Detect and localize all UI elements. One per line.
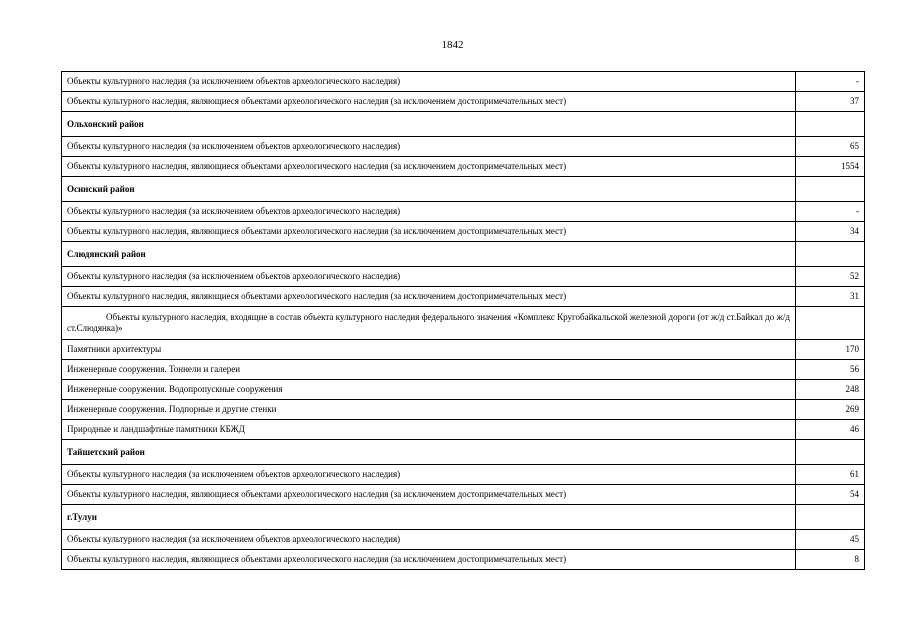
- district-heading-row: [62, 112, 865, 137]
- district-heading-row: [62, 505, 865, 530]
- table-row: [62, 400, 865, 420]
- table-row: [62, 157, 865, 177]
- table-row: [62, 202, 865, 222]
- row-value: -: [795, 202, 864, 222]
- row-label: Объекты культурного наследия (за исключением объектов археологического наследия): [62, 202, 796, 222]
- row-value: 46: [795, 420, 864, 440]
- table-row: [62, 92, 865, 112]
- row-value: [795, 242, 864, 267]
- row-value: [795, 307, 864, 340]
- row-label: Объекты культурного наследия, являющиеся объектами археологического наследия (за исключением достопримечательных мест): [62, 157, 796, 177]
- heritage-objects-table: [61, 71, 865, 570]
- table-row: [62, 465, 865, 485]
- district-heading-row: [62, 242, 865, 267]
- table-row: [62, 267, 865, 287]
- table-row: [62, 340, 865, 360]
- row-label: Инженерные сооружения. Подпорные и другие стенки: [62, 400, 796, 420]
- row-value: 52: [795, 267, 864, 287]
- row-label: Объекты культурного наследия (за исключением объектов археологического наследия): [62, 465, 796, 485]
- row-label: Объекты культурного наследия (за исключением объектов археологического наследия): [62, 267, 796, 287]
- row-value: [795, 505, 864, 530]
- table-row: [62, 420, 865, 440]
- row-value: [795, 112, 864, 137]
- row-value: 61: [795, 465, 864, 485]
- row-label: Инженерные сооружения. Водопропускные сооружения: [62, 380, 796, 400]
- row-label: Объекты культурного наследия (за исключением объектов археологического наследия): [62, 530, 796, 550]
- row-value: 45: [795, 530, 864, 550]
- federal-complex-row: [62, 307, 865, 340]
- row-value: [795, 440, 864, 465]
- row-value: 37: [795, 92, 864, 112]
- row-label: Объекты культурного наследия, являющиеся объектами археологического наследия (за исключением достопримечательных мест): [62, 287, 796, 307]
- row-label: Памятники архитектуры: [62, 340, 796, 360]
- row-value: 65: [795, 137, 864, 157]
- row-value: -: [795, 72, 864, 92]
- district-name: Тайшетский район: [62, 440, 796, 465]
- district-name: Ольхонский район: [62, 112, 796, 137]
- district-name: Слюдянский район: [62, 242, 796, 267]
- row-label: Объекты культурного наследия, являющиеся объектами археологического наследия (за исключением достопримечательных мест): [62, 222, 796, 242]
- district-heading-row: [62, 177, 865, 202]
- table-row: [62, 72, 865, 92]
- row-label: Объекты культурного наследия, являющиеся объектами археологического наследия (за исключением достопримечательных мест): [62, 92, 796, 112]
- row-value: 1554: [795, 157, 864, 177]
- table-row: [62, 137, 865, 157]
- row-value: [795, 177, 864, 202]
- table-row: [62, 222, 865, 242]
- district-name: г.Тулун: [62, 505, 796, 530]
- row-label: Объекты культурного наследия, являющиеся объектами археологического наследия (за исключением достопримечательных мест): [62, 550, 796, 570]
- row-value: 56: [795, 360, 864, 380]
- table-row: [62, 360, 865, 380]
- row-label: Инженерные сооружения. Тоннели и галереи: [62, 360, 796, 380]
- row-value: 269: [795, 400, 864, 420]
- table-row: [62, 287, 865, 307]
- row-label: Объекты культурного наследия, являющиеся объектами археологического наследия (за исключением достопримечательных мест): [62, 485, 796, 505]
- row-label: Объекты культурного наследия, входящие в состав объекта культурного наследия федерального значения «Комплекс Кругобайкальской железной дороги (от ж/д ст.Байкал до ж/д ст.Слюдянка)»: [62, 307, 796, 340]
- row-label: Объекты культурного наследия (за исключением объектов археологического наследия): [62, 72, 796, 92]
- row-value: 34: [795, 222, 864, 242]
- table-row: [62, 550, 865, 570]
- row-value: 54: [795, 485, 864, 505]
- row-label: Природные и ландшафтные памятники КБЖД: [62, 420, 796, 440]
- table-row: [62, 530, 865, 550]
- row-value: 170: [795, 340, 864, 360]
- row-label: Объекты культурного наследия (за исключением объектов археологического наследия): [62, 137, 796, 157]
- district-name: Осинский район: [62, 177, 796, 202]
- row-value: 8: [795, 550, 864, 570]
- table-row: [62, 485, 865, 505]
- page-number: 1842: [441, 39, 464, 51]
- row-value: 248: [795, 380, 864, 400]
- district-heading-row: [62, 440, 865, 465]
- row-value: 31: [795, 287, 864, 307]
- table-row: [62, 380, 865, 400]
